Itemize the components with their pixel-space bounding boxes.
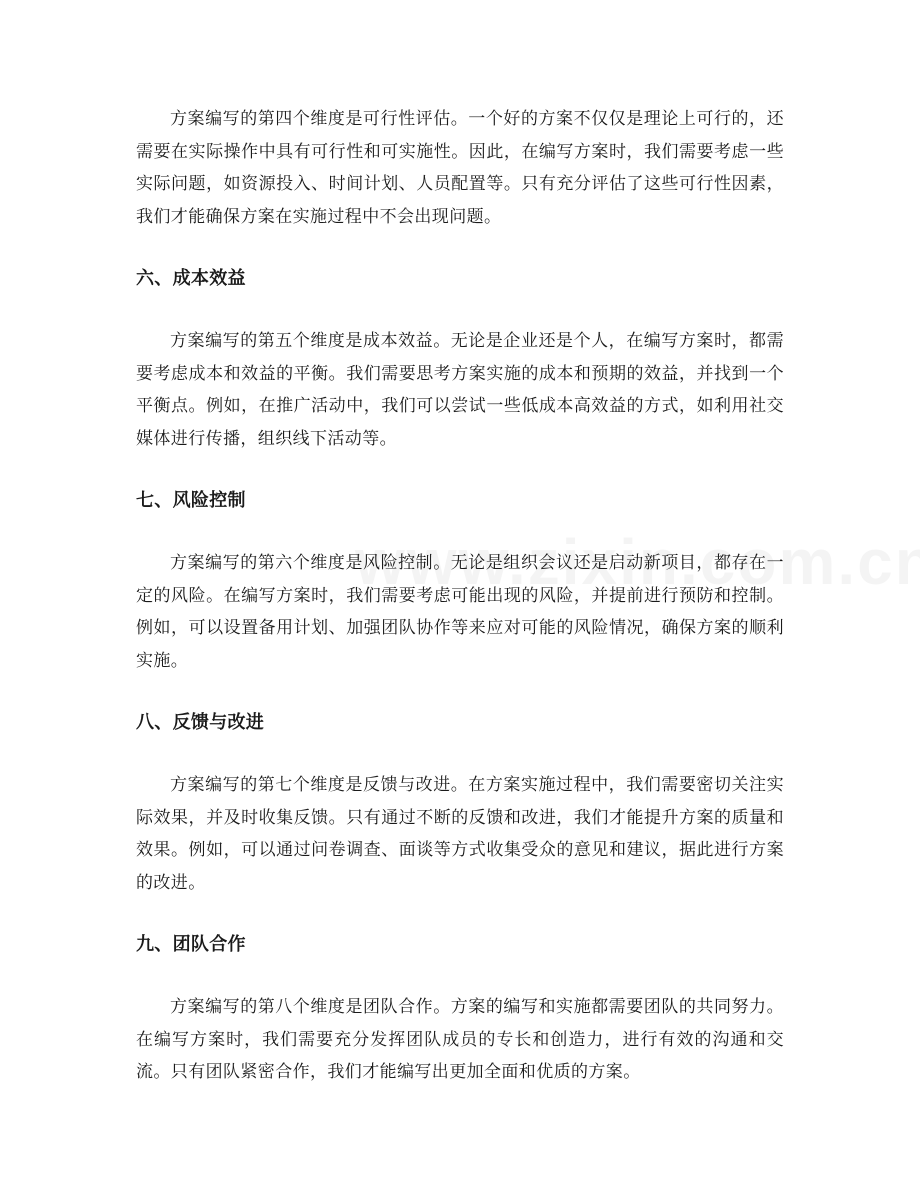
intro-paragraph: 方案编写的第四个维度是可行性评估。一个好的方案不仅仅是理论上可行的，还需要在实际操作中具有可行性和可实施性。因此，在编写方案时，我们需要考虑一些实际问题，如资源投入、时间计划、人员配置等。只有充分评估了这些可行性因素，我们才能确保方案在实施过程中不会出现问题。 [136, 109, 784, 227]
section-paragraph-feedback: 方案编写的第七个维度是反馈与改进。在方案实施过程中，我们需要密切关注实际效果，并及时收集反馈。只有通过不断的反馈和改进，我们才能提升方案的质量和效果。例如，可以通过问卷调查、面谈等方式收集受众的意见和建议，据此进行方案的改进。 [136, 775, 784, 893]
section-heading-cost-benefit: 六、成本效益 [136, 268, 246, 289]
section-paragraph-cost-benefit: 方案编写的第五个维度是成本效益。无论是企业还是个人，在编写方案时，都需要考虑成本和效益的平衡。我们需要思考方案实施的成本和预期的效益，并找到一个平衡点。例如，在推广活动中，我们可以尝试一些低成本高效益的方式，如利用社交媒体进行传播，组织线下活动等。 [136, 331, 784, 449]
section-paragraph-risk-control: 方案编写的第六个维度是风险控制。无论是组织会议还是启动新项目，都存在一定的风险。在编写方案时，我们需要考虑可能出现的风险，并提前进行预防和控制。例如，可以设置备用计划、加强团队协作等来应对可能的风险情况，确保方案的顺利实施。 [136, 553, 784, 671]
document-body [136, 103, 784, 1121]
section-heading-teamwork: 九、团队合作 [136, 934, 246, 955]
section-heading-risk-control: 七、风险控制 [136, 490, 246, 511]
section-heading-feedback: 八、反馈与改进 [136, 712, 265, 733]
section-paragraph-teamwork: 方案编写的第八个维度是团队合作。方案的编写和实施都需要团队的共同努力。在编写方案时，我们需要充分发挥团队成员的专长和创造力，进行有效的沟通和交流。只有团队紧密合作，我们才能编写出更加全面和优质的方案。 [136, 997, 784, 1082]
